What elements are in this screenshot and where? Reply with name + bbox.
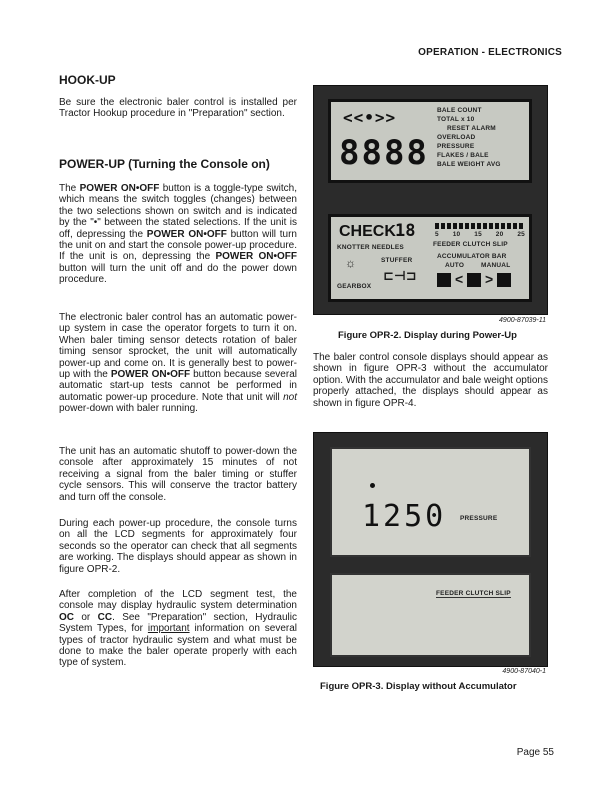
hookup-heading: HOOK-UP xyxy=(59,73,116,87)
scale-tick: 25 xyxy=(517,231,525,238)
page-number: Page 55 xyxy=(516,747,554,758)
left-arrow-icon: < xyxy=(455,271,464,287)
colon-dot-icon xyxy=(370,483,375,488)
manual-label: MANUAL xyxy=(481,262,511,269)
powerup-paragraph-2: The electronic baler control has an automatic power-up system in case the operator forgets to turn it on. When baler timing sensor detects rotation of baler timing sensor sprocket, the unit will automatically power-up and come on. It is generally best to power-up with the POWER ON•OFF button because several automatic start-up tests cannot be performed in automatic power-up procedure. Note that unit will not power-down with baler running. xyxy=(59,312,297,415)
auto-label: AUTO xyxy=(445,262,465,269)
gearbox-label: GEARBOX xyxy=(337,283,372,290)
figure-opr3-photo xyxy=(313,432,548,667)
figure-opr3-code: 4900-87040-1 xyxy=(502,668,546,675)
right-paragraph: The baler control console displays should appear as shown in figure OPR-3 without the accumulator option. With the accumulator and bale weight options properly attached, the displays should appear as shown in figure OPR-4. xyxy=(313,352,548,409)
figure-opr2-caption: Figure OPR-2. Display during Power-Up xyxy=(338,330,517,341)
pressure-label: PRESSURE xyxy=(460,515,498,522)
label-flakes-bale: FLAKES / BALE xyxy=(437,152,489,159)
lower-lcd-display xyxy=(330,573,531,657)
label-bale-weight-avg: BALE WEIGHT AVG xyxy=(437,161,501,168)
feeder-clutch-slip-label: FEEDER CLUTCH SLIP xyxy=(436,590,511,597)
arrows-icon: <<•>> xyxy=(343,108,397,127)
running-header: OPERATION - ELECTRONICS xyxy=(418,47,562,58)
right-arrow-icon: > xyxy=(485,271,494,287)
scale-tick: 15 xyxy=(474,231,482,238)
powerup-heading: POWER-UP (Turning the Console on) xyxy=(59,157,270,171)
powerup-paragraph-4: During each power-up procedure, the console turns on all the LCD segments for approximately four seconds so the operator can check that all segments are working. The displays should appear as shown in figure OPR-2. xyxy=(59,518,297,575)
accumulator-bar-segments xyxy=(435,223,523,229)
powerup-paragraph-3: The unit has an automatic shutoff to power-down the console after approximately 15 minutes of not receiving a signal from the baler timing or stuffer cycle sensors. This will conserve the tractor battery and turn off the console. xyxy=(59,446,297,503)
upper-lcd-display xyxy=(328,99,532,183)
bale-count-digits: 8888 xyxy=(339,133,429,173)
check-label: CHECK xyxy=(339,223,396,240)
right-block-icon xyxy=(497,273,511,287)
upper-lcd-display xyxy=(330,447,531,557)
label-bale-count: BALE COUNT xyxy=(437,107,482,114)
scale-tick: 20 xyxy=(495,231,504,238)
lightbulb-icon: ☼ xyxy=(345,256,356,270)
knotter-needles-label: KNOTTER NEEDLES xyxy=(337,244,404,251)
powerup-paragraph-1: The POWER ON•OFF button is a toggle-type switch, which means the switch toggles (changes) between the two selections shown on switch and is indicated by the "•" between the stated selections. If the unit is off, depressing the POWER ON•OFF button will turn the unit on and start the console power-up procedure. If the unit is on, depressing the POWER ON•OFF button will turn the unit off and do the power down procedure. xyxy=(59,183,297,286)
scale-tick: 10 xyxy=(452,231,461,238)
label-total: TOTAL x 10 xyxy=(437,116,475,123)
label-pressure: PRESSURE xyxy=(437,143,475,150)
figure-opr2-photo xyxy=(313,85,548,315)
check-number: 18 xyxy=(395,221,416,241)
hookup-paragraph: Be sure the electronic baler control is installed per Tractor Hookup procedure in "Preparation" section. xyxy=(59,97,297,120)
feeder-clutch-slip-label: FEEDER CLUTCH SLIP xyxy=(433,241,508,248)
scale-row xyxy=(435,231,525,238)
figure-opr2-code: 4900-87039-11 xyxy=(499,317,546,324)
pressure-value: 1250 xyxy=(362,499,447,534)
figure-opr3-caption: Figure OPR-3. Display without Accumulator xyxy=(320,681,517,692)
label-overload: OVERLOAD xyxy=(437,134,476,141)
accumulator-bar-label: ACCUMULATOR BAR xyxy=(437,253,507,260)
left-block-icon xyxy=(437,273,451,287)
stuffer-icon: ⊏⊣⊐ xyxy=(383,268,417,283)
stuffer-label: STUFFER xyxy=(381,257,413,264)
scale-tick: 5 xyxy=(435,231,439,238)
lower-lcd-display xyxy=(328,214,532,302)
label-reset-alarm: RESET ALARM xyxy=(447,125,496,132)
center-block-icon xyxy=(467,273,481,287)
powerup-paragraph-5: After completion of the LCD segment test, the console may display hydraulic system determination OC or CC. See "Preparation" section, Hydraulic System Types, for important information on several types of tractor hydraulic system and what must be done to make the baler operate properly with each type of system. xyxy=(59,589,297,669)
